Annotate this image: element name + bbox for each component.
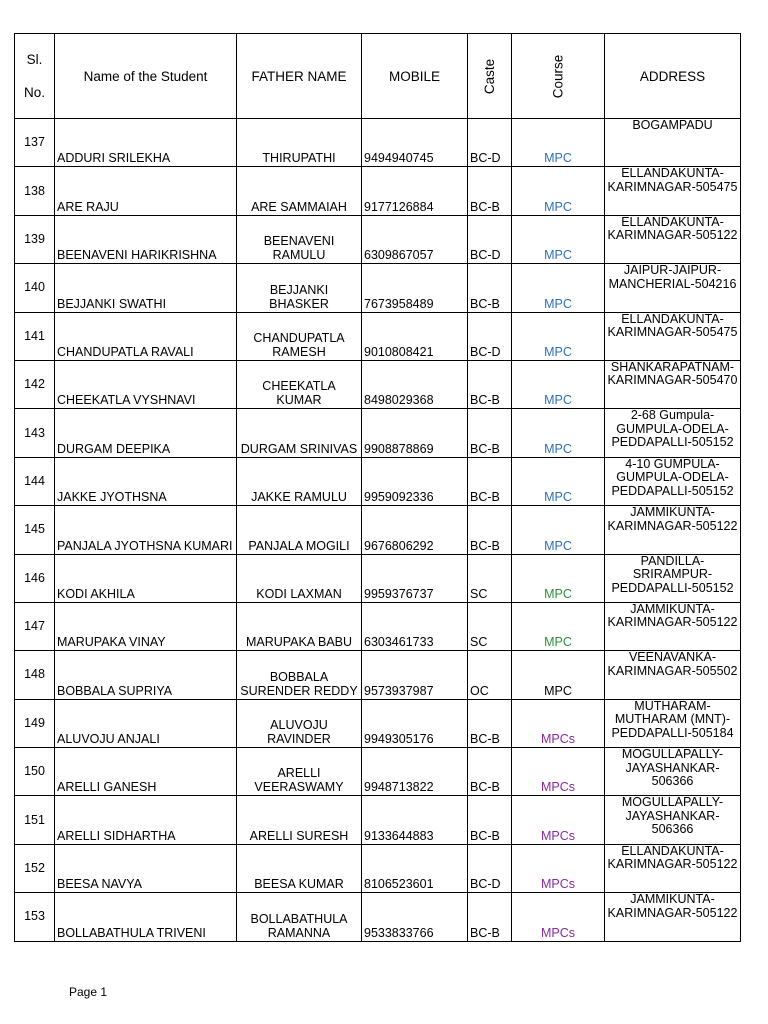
course-cell: MPC — [512, 264, 605, 312]
header-course-label: Course — [550, 54, 566, 98]
address-cell: MOGULLAPALLY-JAYASHANKAR-506366 — [605, 748, 741, 796]
header-mobile: MOBILE — [362, 34, 468, 119]
student-name-cell: PANJALA JYOTHSNA KUMARI — [55, 506, 237, 554]
mobile-cell: 9133644883 — [362, 796, 468, 844]
sl-cell: 148 — [15, 651, 55, 699]
sl-cell: 147 — [15, 602, 55, 650]
table-row — [15, 457, 741, 505]
father-name-cell: DURGAM SRINIVAS — [237, 409, 362, 457]
address-cell: 2-68 Gumpula-GUMPULA-ODELA-PEDDAPALLI-505152 — [605, 409, 741, 457]
sl-cell: 150 — [15, 748, 55, 796]
address-cell: VEENAVANKA-KARIMNAGAR-505502 — [605, 651, 741, 699]
address-cell: JAMMIKUNTA-KARIMNAGAR-505122 — [605, 893, 741, 941]
sl-cell: 139 — [15, 215, 55, 263]
sl-cell: 146 — [15, 554, 55, 602]
course-cell: MPC — [512, 554, 605, 602]
mobile-cell: 8498029368 — [362, 360, 468, 408]
header-caste-label: Caste — [482, 58, 497, 94]
sl-cell: 141 — [15, 312, 55, 360]
father-name-cell: ALUVOJU RAVINDER — [237, 699, 362, 747]
address-cell: 4-10 GUMPULA-GUMPULA-ODELA-PEDDAPALLI-505152 — [605, 457, 741, 505]
table-row — [15, 215, 741, 263]
course-cell: MPCs — [512, 748, 605, 796]
course-cell: MPC — [512, 167, 605, 215]
course-cell: MPCs — [512, 699, 605, 747]
table-row — [15, 554, 741, 602]
mobile-cell: 9959376737 — [362, 554, 468, 602]
father-name-cell: BEJJANKI BHASKER — [237, 264, 362, 312]
header-sl-line1: Sl. — [26, 52, 43, 67]
father-name-cell: KODI LAXMAN — [237, 554, 362, 602]
course-cell: MPCs — [512, 796, 605, 844]
caste-cell: BC-B — [468, 360, 512, 408]
student-name-cell: CHANDUPATLA RAVALI — [55, 312, 237, 360]
sl-cell: 138 — [15, 167, 55, 215]
father-name-cell: ARELLI SURESH — [237, 796, 362, 844]
sl-cell: 151 — [15, 796, 55, 844]
course-cell: MPC — [512, 602, 605, 650]
mobile-cell: 9959092336 — [362, 457, 468, 505]
father-name-cell: BOLLABATHULA RAMANNA — [237, 893, 362, 941]
student-name-cell: ADDURI SRILEKHA — [55, 119, 237, 167]
mobile-cell: 9533833766 — [362, 893, 468, 941]
course-cell: MPC — [512, 312, 605, 360]
student-name-cell: CHEEKATLA VYSHNAVI — [55, 360, 237, 408]
table-row — [15, 796, 741, 844]
sl-cell: 145 — [15, 506, 55, 554]
caste-cell: BC-D — [468, 312, 512, 360]
header-caste — [468, 34, 512, 119]
student-name-cell: ARE RAJU — [55, 167, 237, 215]
mobile-cell: 7673958489 — [362, 264, 468, 312]
table-row — [15, 360, 741, 408]
father-name-cell: MARUPAKA BABU — [237, 602, 362, 650]
address-cell: ELLANDAKUNTA-KARIMNAGAR-505475 — [605, 312, 741, 360]
address-cell: PANDILLA-SRIRAMPUR-PEDDAPALLI-505152 — [605, 554, 741, 602]
header-sl-line2: No. — [23, 85, 45, 100]
table-row — [15, 167, 741, 215]
address-cell: ELLANDAKUNTA-KARIMNAGAR-505122 — [605, 844, 741, 892]
caste-cell: BC-B — [468, 264, 512, 312]
mobile-cell: 9948713822 — [362, 748, 468, 796]
father-name-cell: JAKKE RAMULU — [237, 457, 362, 505]
header-row — [15, 34, 741, 119]
mobile-cell: 9010808421 — [362, 312, 468, 360]
sl-cell: 152 — [15, 844, 55, 892]
father-name-cell: THIRUPATHI — [237, 119, 362, 167]
table-row — [15, 312, 741, 360]
caste-cell: BC-B — [468, 893, 512, 941]
caste-cell: BC-B — [468, 506, 512, 554]
caste-cell: BC-B — [468, 796, 512, 844]
mobile-cell: 9676806292 — [362, 506, 468, 554]
table-row — [15, 506, 741, 554]
table-row — [15, 602, 741, 650]
student-table — [14, 33, 741, 942]
caste-cell: BC-B — [468, 167, 512, 215]
table-row — [15, 264, 741, 312]
student-name-cell: BEESA NAVYA — [55, 844, 237, 892]
caste-cell: BC-D — [468, 844, 512, 892]
sl-cell: 149 — [15, 699, 55, 747]
sl-cell: 137 — [15, 119, 55, 167]
student-name-cell: BOBBALA SUPRIYA — [55, 651, 237, 699]
caste-cell: SC — [468, 554, 512, 602]
mobile-cell: 9573937987 — [362, 651, 468, 699]
page-number: Page 1 — [69, 985, 108, 999]
course-cell: MPC — [512, 409, 605, 457]
mobile-cell: 9494940745 — [362, 119, 468, 167]
table-row — [15, 699, 741, 747]
mobile-cell: 9908878869 — [362, 409, 468, 457]
header-address: ADDRESS — [605, 34, 741, 119]
course-cell: MPC — [512, 119, 605, 167]
mobile-cell: 6309867057 — [362, 215, 468, 263]
caste-cell: SC — [468, 602, 512, 650]
student-name-cell: MARUPAKA VINAY — [55, 602, 237, 650]
address-cell: SHANKARAPATNAM-KARIMNAGAR-505470 — [605, 360, 741, 408]
caste-cell: BC-B — [468, 699, 512, 747]
course-cell: MPCs — [512, 893, 605, 941]
sl-cell: 153 — [15, 893, 55, 941]
course-cell: MPC — [512, 506, 605, 554]
student-name-cell: DURGAM DEEPIKA — [55, 409, 237, 457]
student-name-cell: BEENAVENI HARIKRISHNA — [55, 215, 237, 263]
student-name-cell: BEJJANKI SWATHI — [55, 264, 237, 312]
caste-cell: BC-D — [468, 215, 512, 263]
caste-cell: BC-B — [468, 457, 512, 505]
father-name-cell: ARE SAMMAIAH — [237, 167, 362, 215]
father-name-cell: PANJALA MOGILI — [237, 506, 362, 554]
mobile-cell: 6303461733 — [362, 602, 468, 650]
sl-cell: 140 — [15, 264, 55, 312]
father-name-cell: ARELLI VEERASWAMY — [237, 748, 362, 796]
student-name-cell: ARELLI SIDHARTHA — [55, 796, 237, 844]
mobile-cell: 9949305176 — [362, 699, 468, 747]
course-cell: MPCs — [512, 844, 605, 892]
mobile-cell: 8106523601 — [362, 844, 468, 892]
student-name-cell: KODI AKHILA — [55, 554, 237, 602]
sl-cell: 144 — [15, 457, 55, 505]
mobile-cell: 9177126884 — [362, 167, 468, 215]
student-name-cell: ALUVOJU ANJALI — [55, 699, 237, 747]
sl-cell: 143 — [15, 409, 55, 457]
address-cell: JAMMIKUNTA-KARIMNAGAR-505122 — [605, 602, 741, 650]
father-name-cell: CHANDUPATLA RAMESH — [237, 312, 362, 360]
table-row — [15, 409, 741, 457]
header-father: FATHER NAME — [237, 34, 362, 119]
address-cell: JAMMIKUNTA-KARIMNAGAR-505122 — [605, 506, 741, 554]
father-name-cell: CHEEKATLA KUMAR — [237, 360, 362, 408]
address-cell: MUTHARAM-MUTHARAM (MNT)-PEDDAPALLI-505184 — [605, 699, 741, 747]
table-row — [15, 748, 741, 796]
student-name-cell: ARELLI GANESH — [55, 748, 237, 796]
header-name: Name of the Student — [55, 34, 237, 119]
course-cell: MPC — [512, 457, 605, 505]
father-name-cell: BEESA KUMAR — [237, 844, 362, 892]
sl-cell: 142 — [15, 360, 55, 408]
student-name-cell: JAKKE JYOTHSNA — [55, 457, 237, 505]
table-row — [15, 844, 741, 892]
caste-cell: OC — [468, 651, 512, 699]
father-name-cell: BOBBALA SURENDER REDDY — [237, 651, 362, 699]
table-row — [15, 119, 741, 167]
address-cell: ELLANDAKUNTA-KARIMNAGAR-505475 — [605, 167, 741, 215]
address-cell: ELLANDAKUNTA-KARIMNAGAR-505122 — [605, 215, 741, 263]
table-row — [15, 651, 741, 699]
course-cell: MPC — [512, 651, 605, 699]
course-cell: MPC — [512, 215, 605, 263]
header-sl-no — [15, 34, 55, 119]
caste-cell: BC-D — [468, 119, 512, 167]
address-cell: BOGAMPADU — [605, 119, 741, 167]
address-cell: JAIPUR-JAIPUR-MANCHERIAL-504216 — [605, 264, 741, 312]
header-course — [512, 34, 605, 119]
father-name-cell: BEENAVENI RAMULU — [237, 215, 362, 263]
caste-cell: BC-B — [468, 409, 512, 457]
course-cell: MPC — [512, 360, 605, 408]
caste-cell: BC-B — [468, 748, 512, 796]
table-row — [15, 893, 741, 941]
address-cell: MOGULLAPALLY-JAYASHANKAR-506366 — [605, 796, 741, 844]
student-name-cell: BOLLABATHULA TRIVENI — [55, 893, 237, 941]
